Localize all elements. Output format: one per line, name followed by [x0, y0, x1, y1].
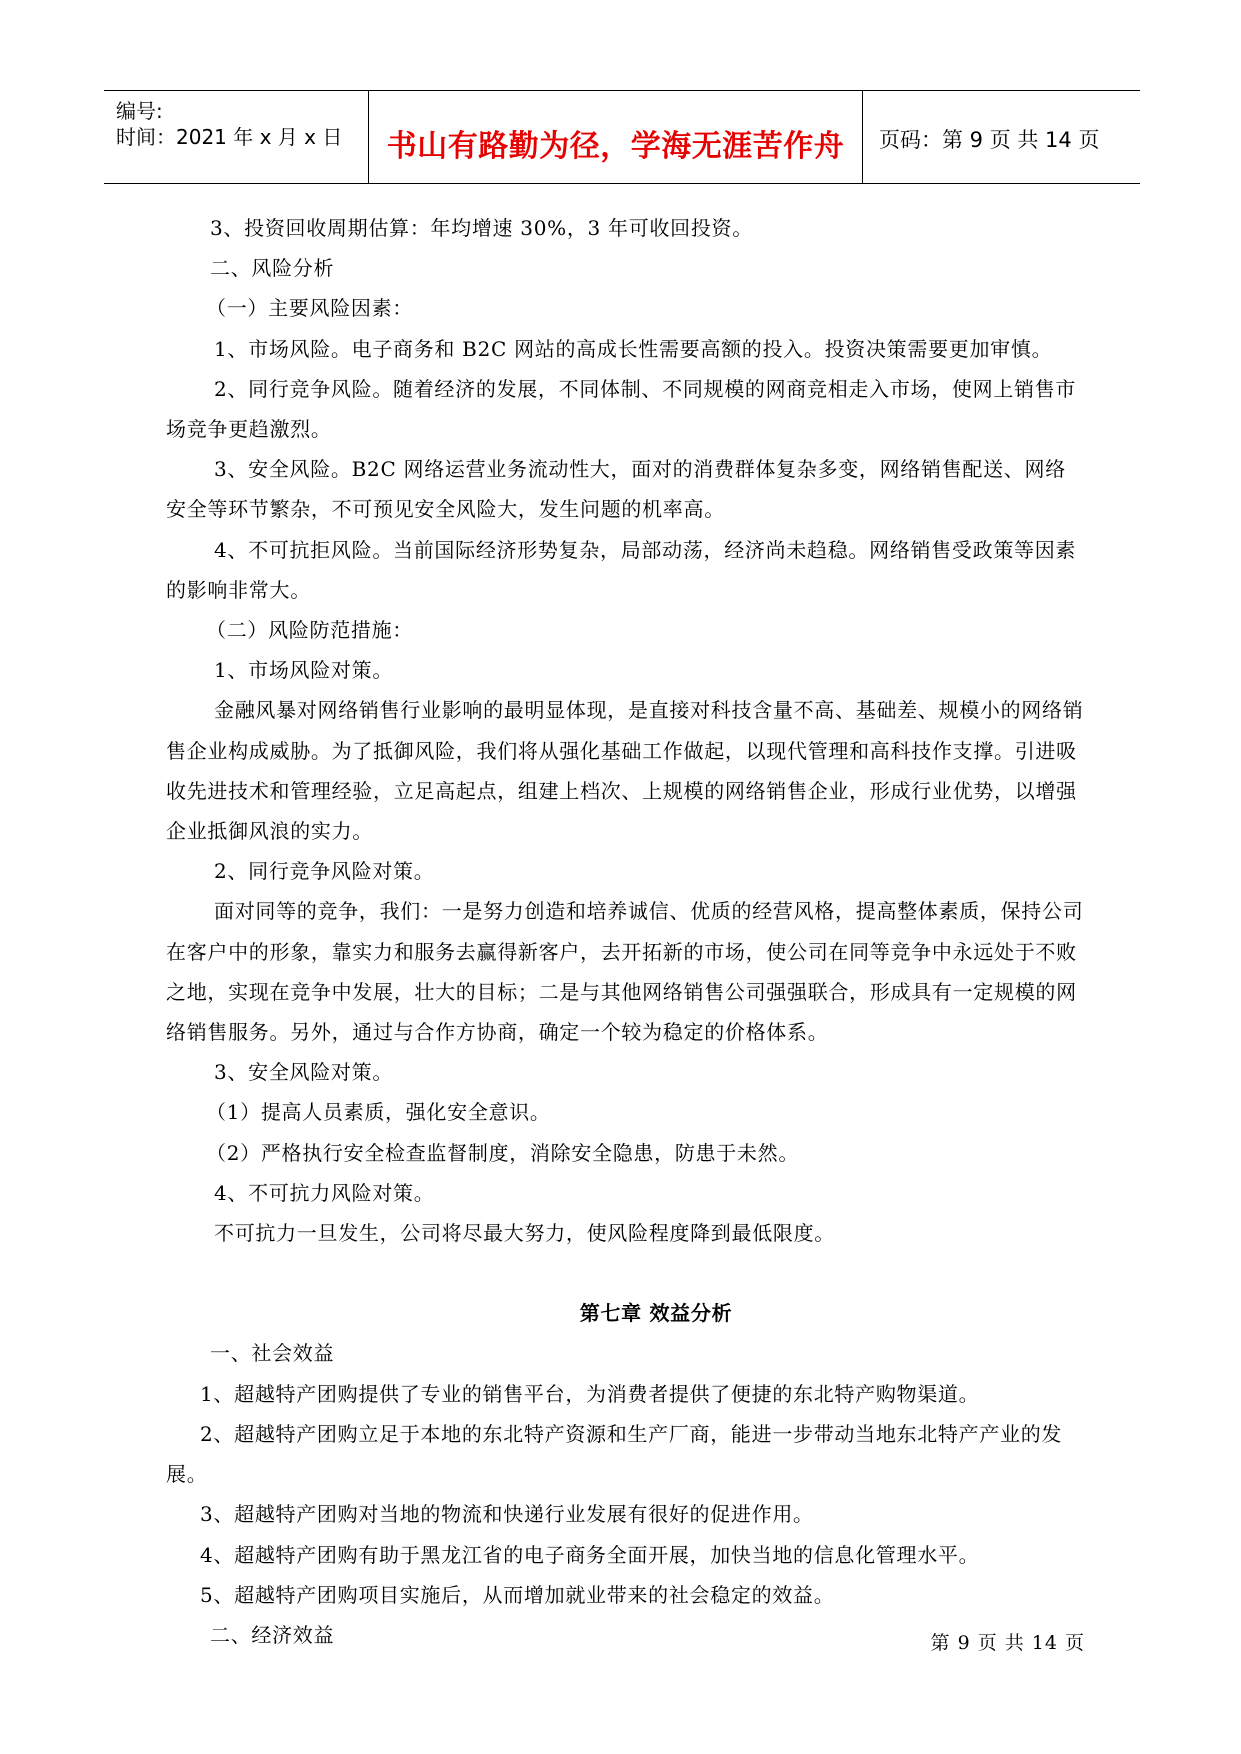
document-time-label: 时间：2021 年 x 月 x 日: [116, 125, 343, 149]
document-body: [166, 208, 1086, 1655]
body-paragraph: 一、社会效益: [210, 1341, 335, 1366]
body-paragraph: 1、市场风险。电子商务和 B2C 网站的高成长性需要高额的投入。投资决策需要更加审慎。: [214, 336, 1053, 361]
body-paragraph: 4、不可抗力风险对策。: [214, 1180, 435, 1205]
body-paragraph: （一）主要风险因素：: [206, 296, 413, 321]
body-paragraph: 4、超越特产团购有助于黑龙江省的电子商务全面开展，加快当地的信息化管理水平。: [200, 1542, 980, 1567]
body-paragraph: （2）严格执行安全检查监督制度，消除安全隐患，防患于未然。: [206, 1140, 800, 1165]
header-motto: 书山有路勤为径，学海无涯苦作舟: [386, 129, 845, 164]
body-paragraph: 5、超越特产团购项目实施后，从而增加就业带来的社会稳定的效益。: [200, 1582, 835, 1607]
body-paragraph: 3、安全风险。B2C 网络运营业务流动性大，面对的消费群体复杂多变，网络销售配送、网络安全等环节繁杂，不可预见安全风险大，发生问题的机率高。: [166, 457, 1066, 522]
body-paragraph: 1、超越特产团购提供了专业的销售平台，为消费者提供了便捷的东北特产购物渠道。: [200, 1381, 980, 1406]
header-right-cell: [863, 91, 1140, 183]
page-header: [104, 90, 1140, 184]
body-paragraph: 3、超越特产团购对当地的物流和快递行业发展有很好的促进作用。: [200, 1502, 814, 1527]
document-number-label: 编号:: [116, 99, 163, 123]
header-page-number: 页码：第 9 页 共 14 页: [879, 128, 1100, 152]
header-left-cell: [104, 91, 369, 183]
body-paragraph: （二）风险防范措施：: [206, 618, 413, 643]
body-paragraph: 4、不可抗拒风险。当前国际经济形势复杂，局部动荡，经济尚未趋稳。网络销售受政策等因素的影响非常大。: [166, 537, 1077, 602]
header-middle-cell: [369, 91, 863, 183]
body-paragraph: 2、同行竞争风险。随着经济的发展，不同体制、不同规模的网商竞相走入市场，使网上销售市场竞争更趋激烈。: [166, 376, 1077, 442]
body-paragraph: 二、风险分析: [210, 256, 335, 281]
body-paragraph: 金融风暴对网络销售行业影响的最明显体现，是直接对科技含量不高、基础差、规模小的网络销售企业构成威胁。为了抵御风险，我们将从强化基础工作做起，以现代管理和高科技作支撑。引进吸收先进技术和管理经验，立足高起点，组建上档次、上规模的网络销售企业，形成行业优势，以增强企业抵御风浪的实力。: [166, 698, 1084, 844]
body-paragraph: 2、超越特产团购立足于本地的东北特产资源和生产厂商，能进一步带动当地东北特产产业的发展。: [166, 1421, 1063, 1487]
body-paragraph: 不可抗力一旦发生，公司将尽最大努力，使风险程度降到最低限度。: [214, 1221, 835, 1246]
body-paragraph: （1）提高人员素质，强化安全意识。: [206, 1100, 551, 1125]
body-paragraph: 2、同行竞争风险对策。: [214, 859, 435, 884]
page-footer: 第 9 页 共 14 页: [930, 1632, 1085, 1654]
body-paragraph: 3、安全风险对策。: [214, 1060, 394, 1085]
body-paragraph: 二、经济效益: [210, 1622, 335, 1647]
body-paragraph: 3、投资回收周期估算：年均增速 30%，3 年可收回投资。: [210, 216, 753, 240]
chapter-heading: 第七章 效益分析: [579, 1301, 733, 1326]
body-paragraph: 面对同等的竞争，我们：一是努力创造和培养诚信、优质的经营风格，提高整体素质，保持公司在客户中的形象，靠实力和服务去赢得新客户，去开拓新的市场，使公司在同等竞争中永远处于不败之地，实现在竞争中发展，壮大的目标；二是与其他网络销售公司强强联合，形成具有一定规模的网络销售服务。另外，通过与合作方协商，确定一个较为稳定的价格体系。: [166, 899, 1084, 1045]
body-paragraph: 1、市场风险对策。: [214, 658, 394, 683]
